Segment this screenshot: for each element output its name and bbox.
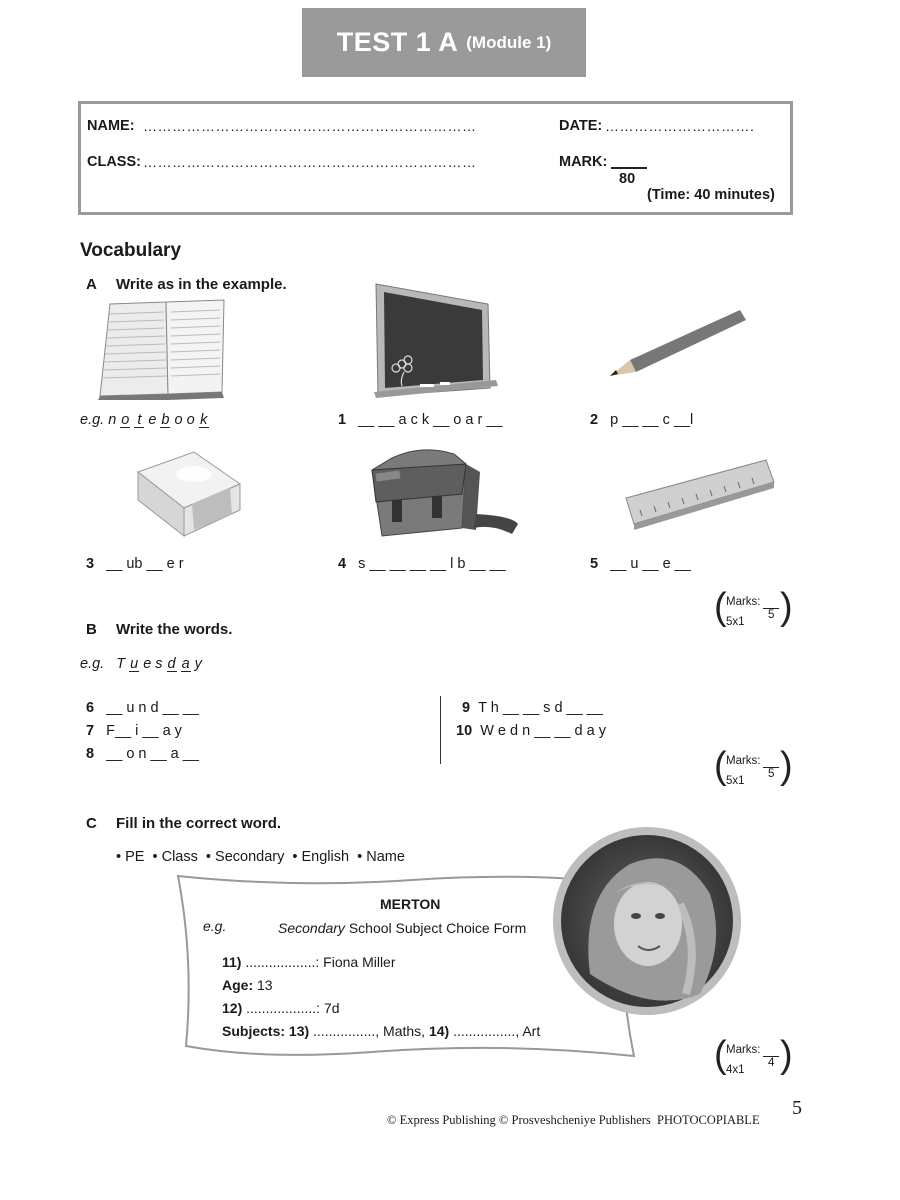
form-line-subjects[interactable]: Subjects: 13) ................, Maths, 14) ................, Art [222,1023,541,1039]
rubber-image [132,448,244,540]
pencil-image [606,306,750,380]
name-line[interactable]: …………………………………………………………… [143,118,477,134]
class-line[interactable]: …………………………………………………………… [143,154,477,170]
mark-line[interactable] [611,167,647,169]
time-note: (Time: 40 minutes) [647,187,775,203]
word-bank: • PE • Class • Secondary • English • Name [116,849,405,865]
module-label: (Module 1) [466,32,552,52]
form-line-12[interactable]: 12) ..................: 7d [222,1000,340,1016]
item-7[interactable]: 7 F__ i __ a y [86,723,182,739]
marks-box-a: ( ) Marks: 5 5x1 [714,586,793,628]
item-6[interactable]: 6 __ u n d __ __ [86,700,199,716]
blackboard-image [370,280,502,400]
copyright-footer: © Express Publishing © Prosveshcheniye Publishers PHOTOCOPIABLE [387,1113,760,1127]
test-title: TEST 1 A [336,27,459,57]
date-line[interactable]: …………………………. [605,118,755,134]
date-label: DATE: [559,118,603,134]
item-9[interactable]: 9 T h __ __ s d __ __ [462,700,603,716]
item-4[interactable]: 4 s __ __ __ __ l b __ __ [338,556,506,572]
test-title-banner [302,8,586,77]
class-label: CLASS: [87,154,141,170]
example-tuesday: e.g. T u e s d a y [80,656,202,672]
form-example-prefix: e.g. [203,918,227,934]
mark-total: 80 [619,171,636,187]
item-8[interactable]: 8 __ o n __ a __ [86,746,199,762]
ruler-image [622,456,778,532]
form-title: MERTON [380,896,441,912]
example-notebook: e.g. n o t e b o o k [80,412,208,428]
section-b-instruction: Write the words. [116,621,233,638]
section-b-letter: B [86,621,97,638]
girl-portrait-photo [550,824,744,1018]
student-info-box [78,101,793,215]
section-c-instruction: Fill in the correct word. [116,815,282,832]
form-example-line: Secondary School Subject Choice Form [278,920,527,936]
item-2[interactable]: 2 p __ __ c __l [590,412,694,428]
mark-label: MARK: [559,154,608,170]
item-3[interactable]: 3 __ ub __ e r [86,556,184,572]
item-10[interactable]: 10 W e d n __ __ d a y [456,723,606,739]
column-divider [440,696,441,764]
section-c-letter: C [86,815,97,832]
item-1[interactable]: 1 __ __ a c k __ o a r __ [338,412,503,428]
schoolbag-image [362,444,522,554]
section-a-instruction: Write as in the example. [116,276,287,293]
form-line-age: Age: 13 [222,977,273,993]
notebook-image [96,296,232,402]
marks-box-b: ( ) Marks: 5 5x1 [714,745,793,787]
marks-box-c: ( ) Marks: 4 4x1 [714,1034,793,1076]
item-5[interactable]: 5 __ u __ e __ [590,556,691,572]
name-label: NAME: [87,118,135,134]
vocabulary-heading: Vocabulary [80,240,182,261]
page-number: 5 [792,1097,802,1119]
section-a-letter: A [86,276,97,293]
form-line-11[interactable]: 11) ..................: Fiona Miller [222,954,396,970]
